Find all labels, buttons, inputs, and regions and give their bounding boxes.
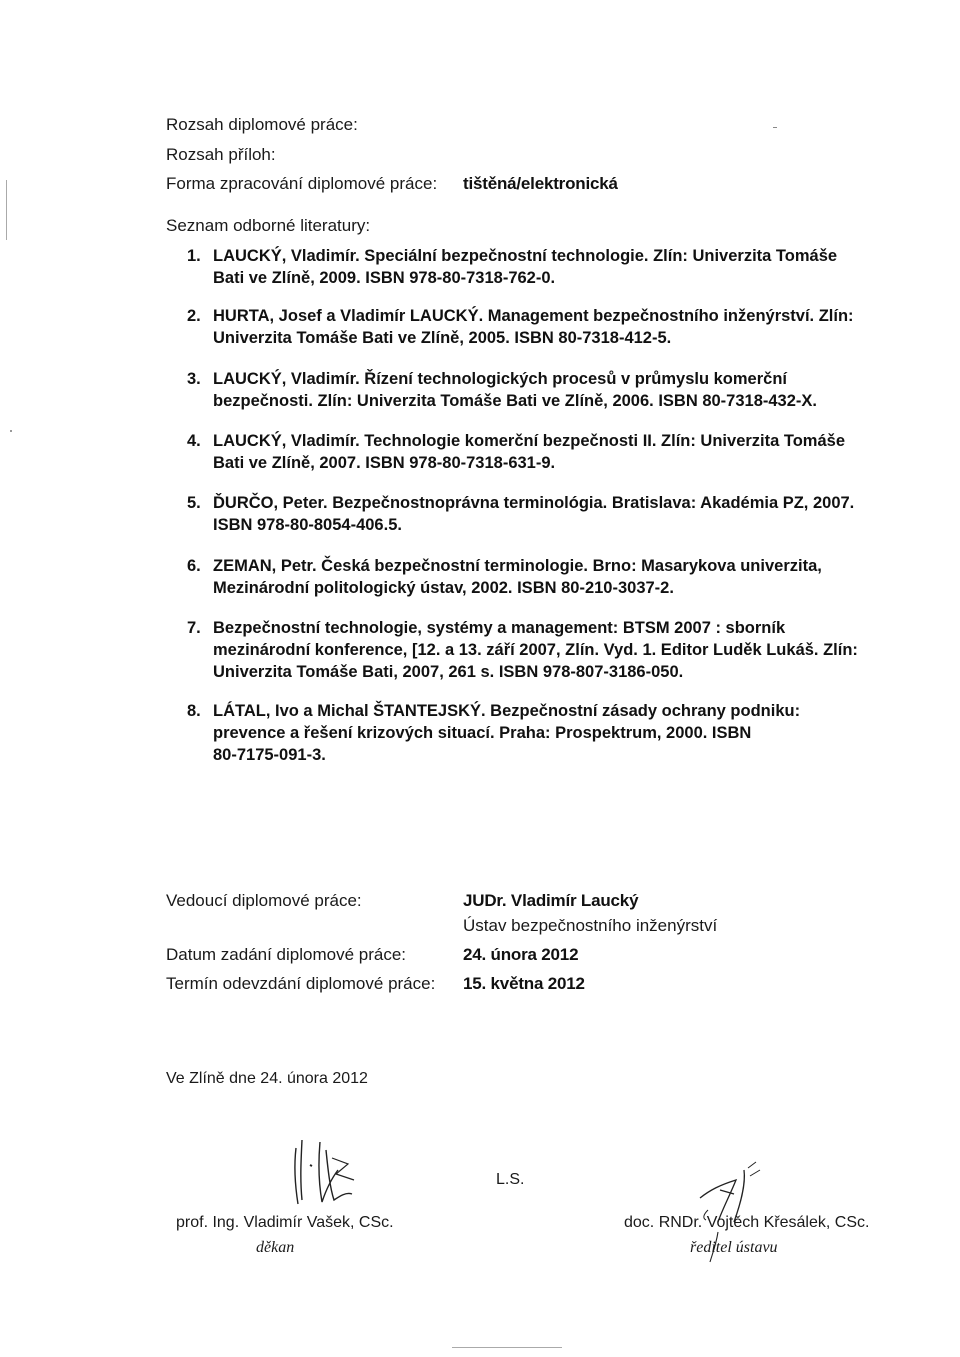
appendix-label: Rozsah příloh: <box>166 145 276 164</box>
reference-line: Bezpečnostní technologie, systémy a management: BTSM 2007 : sborník <box>213 619 786 637</box>
literature-label: Seznam odborné literatury: <box>166 216 371 235</box>
place-date: Ve Zlíně dne 24. února 2012 <box>166 1070 368 1087</box>
reference-number: 7. <box>187 619 201 637</box>
reference-line: 80-7175-091-3. <box>213 746 326 764</box>
reference-line: Univerzita Tomáše Bati ve Zlíně, 2005. ISBN 80-7318-412-5. <box>213 329 672 347</box>
assigned-date-value: 24. února 2012 <box>463 945 579 964</box>
reference-number: 6. <box>187 557 201 575</box>
reference-text <box>213 492 873 536</box>
reference-line: LAUCKÝ, Vladimír. Speciální bezpečnostní technologie. Zlín: Univerzita Tomáše <box>213 247 838 265</box>
form-label: Forma zpracování diplomové práce: <box>166 174 438 193</box>
form-value: tištěná/elektronická <box>463 174 618 193</box>
scan-edge-mark <box>6 180 7 240</box>
reference-number: 4. <box>187 432 201 450</box>
reference-line: Bati ve Zlíně, 2009. ISBN 978-80-7318-762-0. <box>213 269 556 287</box>
reference-line: Mezinárodní politologický ústav, 2002. ISBN 80-210-3037-2. <box>213 579 674 597</box>
reference-line: Univerzita Tomáše Bati, 2007, 261 s. ISBN 978-807-3186-050. <box>213 663 684 681</box>
reference-line: ISBN 978-80-8054-406.5. <box>213 516 402 534</box>
dean-signature-image <box>280 1130 370 1210</box>
reference-line: HURTA, Josef a Vladimír LAUCKÝ. Management bezpečnostního inženýrství. Zlín: <box>213 307 854 325</box>
reference-line: ĎURČO, Peter. Bezpečnostnoprávna terminológia. Bratislava: Akadémia PZ, 2007. <box>213 494 855 512</box>
due-date-value: 15. května 2012 <box>463 974 585 993</box>
reference-number: 3. <box>187 370 201 388</box>
scan-edge-mark <box>10 430 12 432</box>
reference-text <box>213 245 873 289</box>
reference-line: mezinárodní konference, [12. a 13. září 2007, Zlín. Vyd. 1. Editor Luděk Lukáš. Zlín: <box>213 641 858 659</box>
reference-line: LAUCKÝ, Vladimír. Řízení technologických procesů v průmyslu komerční <box>213 370 787 388</box>
supervisor-department: Ústav bezpečnostního inženýrství <box>463 916 718 935</box>
reference-line: LÁTAL, Ivo a Michal ŠTANTEJSKÝ. Bezpečnostní zásady ochrany podniku: <box>213 702 801 720</box>
supervisor-label: Vedoucí diplomové práce: <box>166 891 362 910</box>
reference-line: Bati ve Zlíně, 2007. ISBN 978-80-7318-631-9. <box>213 454 556 472</box>
supervisor-name: JUDr. Vladimír Laucký <box>463 891 639 910</box>
director-title: ředitel ústavu <box>690 1239 778 1256</box>
reference-text <box>213 430 873 474</box>
reference-text <box>213 617 873 683</box>
reference-number: 2. <box>187 307 201 325</box>
dean-name: prof. Ing. Vladimír Vašek, CSc. <box>176 1214 394 1231</box>
due-date-label: Termín odevzdání diplomové práce: <box>166 974 436 993</box>
scan-edge-mark <box>773 127 777 128</box>
reference-line: bezpečnosti. Zlín: Univerzita Tomáše Bati ve Zlíně, 2006. ISBN 80-7318-432-X. <box>213 392 817 410</box>
reference-line: ZEMAN, Petr. Česká bezpečnostní terminologie. Brno: Masarykova univerzita, <box>213 557 822 575</box>
scope-label: Rozsah diplomové práce: <box>166 115 358 134</box>
reference-text <box>213 305 873 349</box>
reference-line: LAUCKÝ, Vladimír. Technologie komerční bezpečnosti II. Zlín: Univerzita Tomáše <box>213 432 846 450</box>
dean-title: děkan <box>256 1239 295 1256</box>
reference-number: 1. <box>187 247 201 265</box>
assigned-date-label: Datum zadání diplomové práce: <box>166 945 407 964</box>
reference-line: prevence a řešení krizových situací. Praha: Prospektrum, 2000. ISBN <box>213 724 752 742</box>
footer-rule <box>452 1347 562 1348</box>
ls-mark: L.S. <box>496 1171 525 1188</box>
reference-number: 5. <box>187 494 201 512</box>
reference-text <box>213 555 873 599</box>
director-name: doc. RNDr. Vojtěch Křesálek, CSc. <box>624 1214 870 1231</box>
reference-text <box>213 700 873 766</box>
reference-text <box>213 368 873 412</box>
reference-number: 8. <box>187 702 201 720</box>
